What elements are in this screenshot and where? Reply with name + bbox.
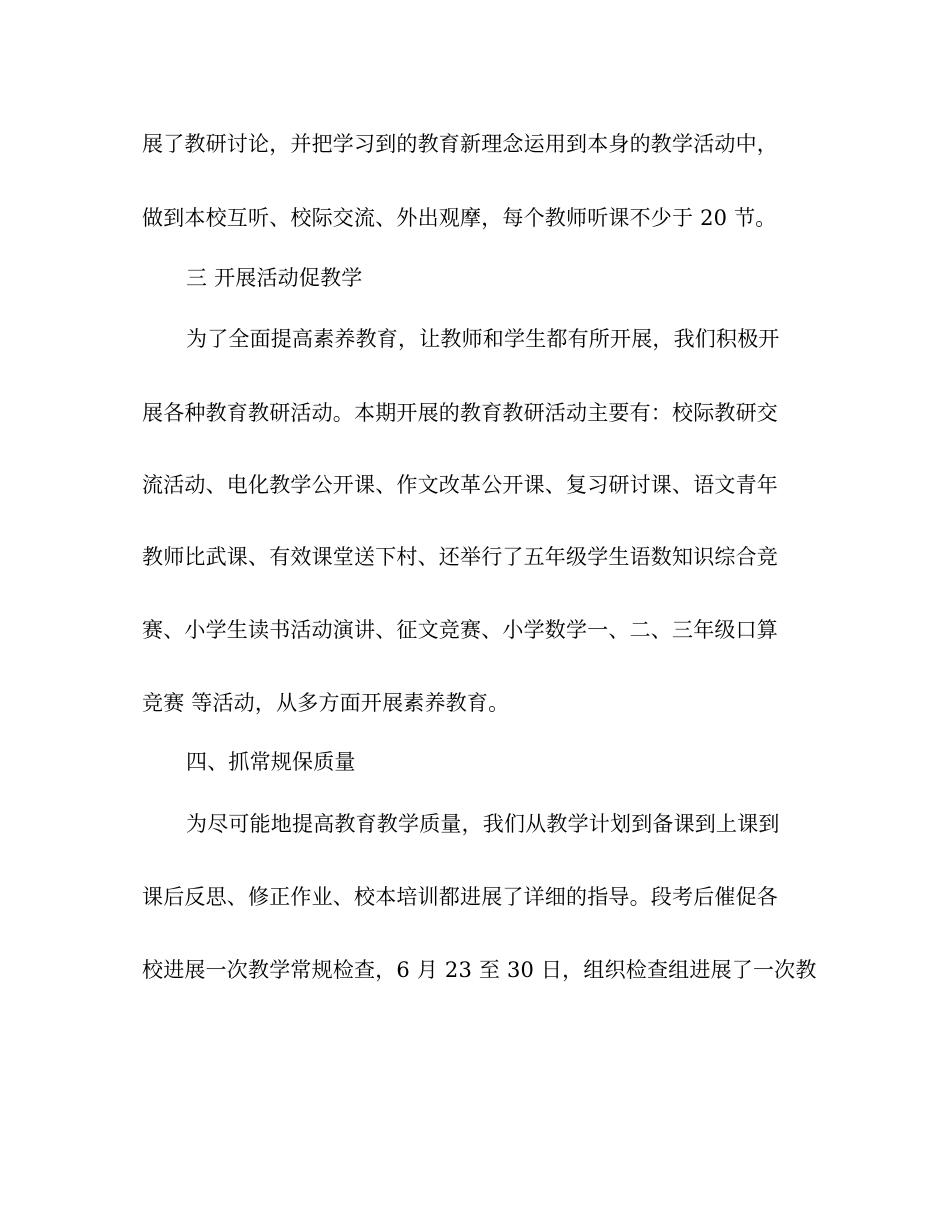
paragraph-line: 为了全面提高素养教育，让教师和学生都有所开展，我们积极开	[186, 327, 780, 351]
paragraph-line: 为尽可能地提高教育教学质量，我们从教学计划到备课到上课到	[186, 812, 780, 836]
paragraph-line: 赛、小学生读书活动演讲、征文竞赛、小学数学一、二、三年级口算	[142, 618, 778, 642]
paragraph-line: 流活动、电化教学公开课、作文改革公开课、复习研讨课、语文青年	[142, 473, 778, 497]
paragraph-line: 教师比武课、有效课堂送下村、还举行了五年级学生语数知识综合竞	[142, 545, 778, 569]
section-heading-activities: 三 开展活动促教学	[186, 266, 363, 290]
paragraph-line: 做到本校互听、校际交流、外出观摩，每个教师听课不少于 20 节。	[142, 206, 777, 230]
section-heading-quality: 四、抓常规保质量	[186, 750, 356, 774]
paragraph-line: 竞赛 等活动，从多方面开展素养教育。	[142, 691, 510, 715]
paragraph-line: 展了教研讨论，并把学习到的教育新理念运用到本身的教学活动中，	[142, 132, 778, 156]
paragraph-line: 校进展一次教学常规检查，6 月 23 至 30 日，组织检查组进展了一次教	[142, 958, 817, 982]
paragraph-line: 展各种教育教研活动。本期开展的教育教研活动主要有：校际教研交	[142, 401, 778, 425]
paragraph-line: 课后反思、修正作业、校本培训都进展了详细的指导。段考后催促各	[142, 885, 778, 909]
